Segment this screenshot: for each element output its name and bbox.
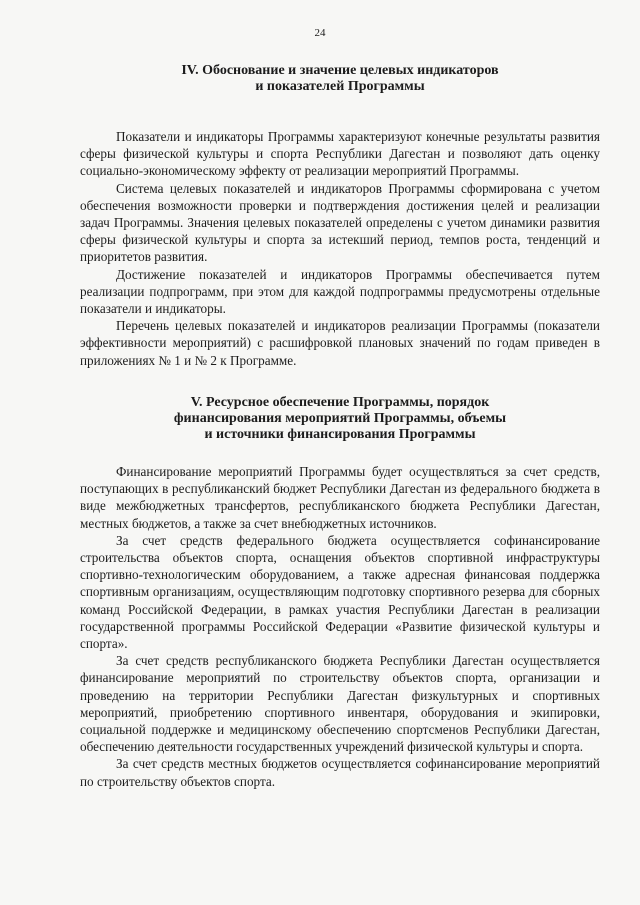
section-4-paragraph: Перечень целевых показателей и индикаторов реализации Программы (показатели эффективности мероприятий) с расшифровкой плановых значений по годам приведен в приложениях № 1 и № 2 к Программе. bbox=[80, 318, 600, 368]
section-5-paragraph: За счет средств местных бюджетов осуществляется софинансирование мероприятий по строительству объектов спорта. bbox=[80, 756, 600, 789]
section-4-heading-line-1: IV. Обоснование и значение целевых индикаторов bbox=[181, 63, 499, 78]
section-4-paragraph: Система целевых показателей и индикаторов Программы сформирована с учетом обеспечения возможности проверки и подтверждения достижения целей и реализации задач Программы. Значения целевых показателей определены с учетом динамики развития сферы физической культуры и спорта за истекший период, темпов роста, тенденций и приоритетов развития. bbox=[80, 180, 600, 265]
section-5-body bbox=[80, 463, 600, 790]
section-5-paragraph: За счет средств федерального бюджета осуществляется софинансирование строительства объектов спорта, оснащения объектов спортивной инфраструктуры спортивно-технологическим оборудованием, а также адресная финансовая поддержка спортивным организациям, осуществляющим подготовку спортивного резерва для сборных команд Российской Федерации, в рамках участия Республики Дагестан в реализации государственной программы Российской Федерации «Развитие физической культуры и спорта». bbox=[80, 532, 600, 652]
section-5-paragraph: За счет средств республиканского бюджета Республики Дагестан осуществляется финансирование мероприятий по строительству объектов спорта, организации и проведению на территории Республики Дагестан физкультурных и спортивных мероприятий, приобретению спортивного инвентаря, оборудования и экипировки, социальной поддержке и медицинскому обеспечению спортсменов Республики Дагестан, обеспечению деятельности государственных учреждений физической культуры и спорта. bbox=[80, 653, 600, 755]
section-5-paragraph: Финансирование мероприятий Программы будет осуществляться за счет средств, поступающих в республиканский бюджет Республики Дагестан из федерального бюджета в виде межбюджетных трансфертов, республиканского бюджета Республики Дагестан, местных бюджетов, а также за счет внебюджетных источников. bbox=[80, 464, 600, 531]
section-4-paragraph: Достижение показателей и индикаторов Программы обеспечивается путем реализации подпрограмм, при этом для каждой подпрограммы предусмотрены отдельные показатели и индикаторы. bbox=[80, 266, 600, 317]
section-4-heading bbox=[100, 63, 580, 95]
section-5-heading-line-1: V. Ресурсное обеспечение Программы, порядок bbox=[190, 395, 490, 410]
section-4-paragraph: Показатели и индикаторы Программы характеризуют конечные результаты развития сферы физической культуры и спорта Республики Дагестан и позволяют дать оценку социально-экономическому эффекту от реализации мероприятий Программы. bbox=[80, 129, 600, 179]
section-5-heading-line-2: финансирования мероприятий Программы, объемы bbox=[173, 411, 507, 426]
section-5-heading bbox=[100, 395, 580, 443]
page-number: 24 bbox=[314, 27, 326, 39]
section-5-heading-line-3: и источники финансирования Программы bbox=[204, 427, 476, 442]
section-4-body bbox=[80, 128, 600, 369]
section-4-heading-line-2: и показателей Программы bbox=[255, 79, 425, 94]
